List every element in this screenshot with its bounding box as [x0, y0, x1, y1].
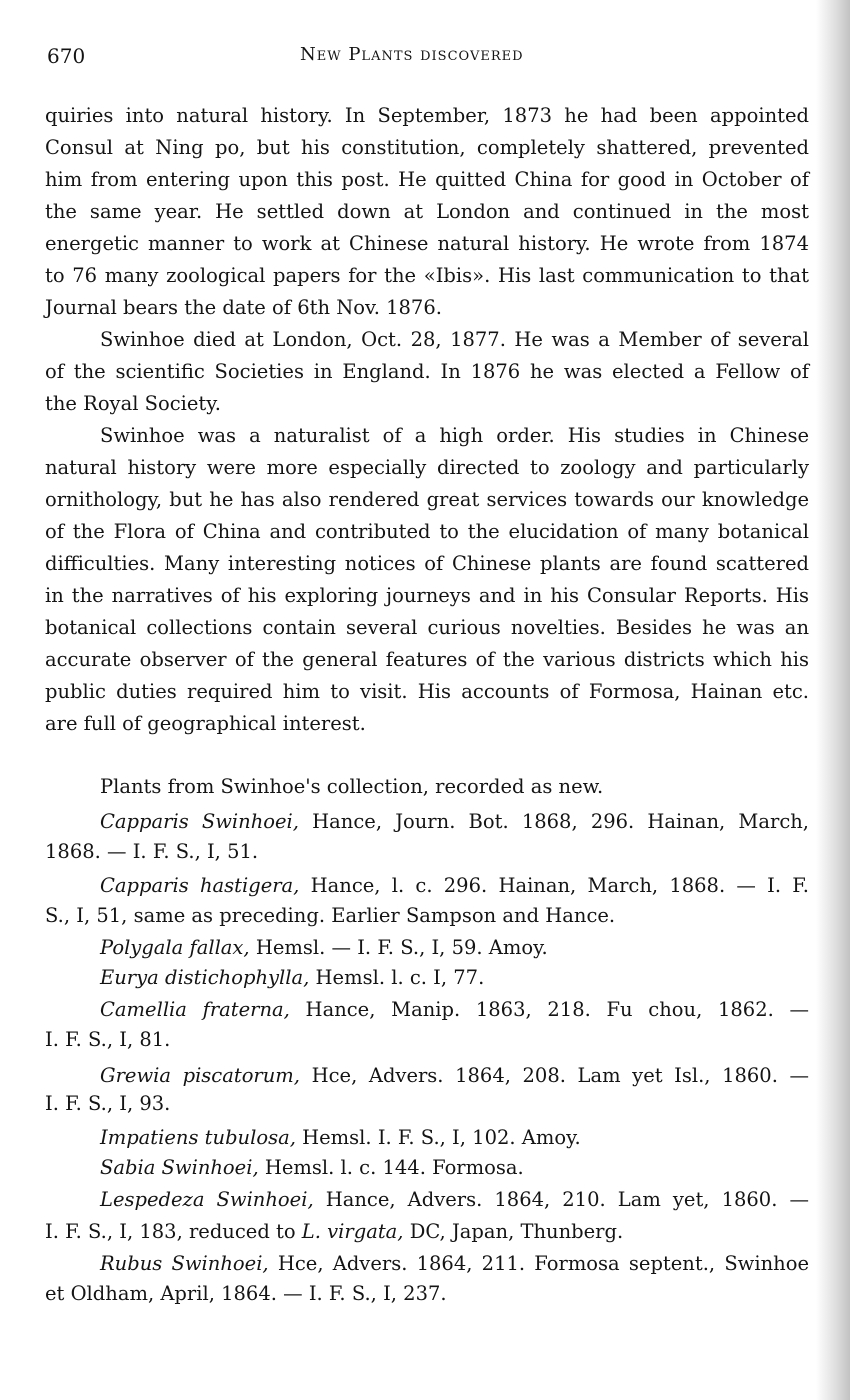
species-name: Impatiens tubulosa,	[100, 1126, 296, 1149]
body-line: to 76 many zoological papers for the «Ibis». His last communication to that	[45, 264, 809, 287]
list-item	[100, 966, 809, 990]
body-line: natural history were more especially directed to zoology and particularly	[45, 456, 809, 479]
species-name: Sabia Swinhoei,	[100, 1156, 259, 1179]
species-name: Eurya distichophylla,	[100, 966, 310, 989]
citation: Hemsl. l. c. 144. Formosa.	[258, 1156, 524, 1179]
body-line: quiries into natural history. In September, 1873 he had been appointed	[45, 104, 809, 127]
body-line: Swinhoe died at London, Oct. 28, 1877. He was a Member of several	[100, 328, 809, 351]
body-line: difficulties. Many interesting notices of Chinese plants are found scattered	[45, 552, 809, 575]
list-item-continuation: 1868. — I. F. S., I, 51.	[45, 840, 259, 863]
body-line: are full of geographical interest.	[45, 712, 366, 735]
page-number: 670	[47, 44, 86, 68]
species-name: Rubus Swinhoei,	[100, 1252, 269, 1275]
species-name: Lespedeza Swinhoei,	[100, 1188, 314, 1211]
body-line: him from entering upon this post. He quitted China for good in October of	[45, 168, 809, 191]
citation: Hce, Advers. 1864, 208. Lam yet Isl., 1860. —	[300, 1064, 809, 1087]
citation: Hemsl. — I. F. S., I, 59. Amoy.	[249, 936, 548, 959]
list-item	[100, 998, 809, 1022]
citation: Hemsl. l. c. I, 77.	[309, 966, 485, 989]
body-line: the same year. He settled down at London and continued in the most	[45, 200, 809, 223]
body-line: botanical collections contain several curious novelties. Besides he was an	[45, 616, 809, 639]
citation: Hemsl. I. F. S., I, 102. Amoy.	[295, 1126, 581, 1149]
list-item	[100, 1188, 809, 1212]
body-line: ornithology, but he has also rendered great services towards our knowledge	[45, 488, 809, 511]
species-name: Camellia fraterna,	[100, 998, 290, 1021]
list-item	[100, 1156, 809, 1180]
body-line: Journal bears the date of 6th Nov. 1876.	[45, 296, 442, 319]
body-line: public duties required him to visit. His accounts of Formosa, Hainan etc.	[45, 680, 809, 703]
page-header	[47, 44, 810, 74]
body-line: Consul at Ning po, but his constitution, completely shattered, prevented	[45, 136, 809, 159]
list-item	[100, 1252, 809, 1276]
citation: Hance, Manip. 1863, 218. Fu chou, 1862. —	[289, 998, 809, 1021]
citation: I. F. S., I, 183, reduced to	[45, 1220, 302, 1243]
citation: DC, Japan, Thunberg.	[403, 1220, 624, 1243]
body-line: accurate observer of the general features of the various districts which his	[45, 648, 809, 671]
list-item	[100, 1126, 809, 1150]
list-item	[100, 810, 809, 834]
list-item-continuation: I. F. S., I, 93.	[45, 1092, 171, 1115]
species-name: Polygala fallax,	[100, 936, 250, 959]
body-line: in the narratives of his exploring journeys and in his Consular Reports. His	[45, 584, 809, 607]
list-item-continuation: I. F. S., I, 81.	[45, 1028, 171, 1051]
list-item	[100, 936, 809, 960]
body-line: energetic manner to work at Chinese natural history. He wrote from 1874	[45, 232, 809, 255]
body-line: Swinhoe was a naturalist of a high order. His studies in Chinese	[100, 424, 809, 447]
species-name: L. virgata,	[301, 1220, 404, 1243]
citation: Hce, Advers. 1864, 211. Formosa septent., Swinhoe	[268, 1252, 810, 1275]
species-name: Capparis Swinhoei,	[100, 810, 299, 833]
citation: Hance, Advers. 1864, 210. Lam yet, 1860. —	[313, 1188, 809, 1211]
body-line: of the scientific Societies in England. In 1876 he was elected a Fellow of	[45, 360, 809, 383]
running-head: New Plants discovered	[300, 44, 524, 65]
list-item	[100, 1064, 809, 1088]
body-line: of the Flora of China and contributed to the elucidation of many botanical	[45, 520, 809, 543]
list-item-continuation: S., I, 51, same as preceding. Earlier Sampson and Hance.	[45, 904, 616, 927]
list-item-continuation: et Oldham, April, 1864. — I. F. S., I, 237.	[45, 1282, 447, 1305]
species-name: Capparis hastigera,	[100, 874, 300, 897]
citation: Hance, Journ. Bot. 1868, 296. Hainan, March,	[299, 810, 809, 833]
citation: Hance, l. c. 296. Hainan, March, 1868. — I. F.	[299, 874, 809, 897]
body-line: the Royal Society.	[45, 392, 221, 415]
list-item-continuation	[45, 1220, 809, 1244]
page-edge-shadow	[816, 0, 850, 1400]
list-item	[100, 874, 809, 898]
list-heading: Plants from Swinhoe's collection, recorded as new.	[100, 775, 604, 798]
species-name: Grewia piscatorum,	[100, 1064, 301, 1087]
